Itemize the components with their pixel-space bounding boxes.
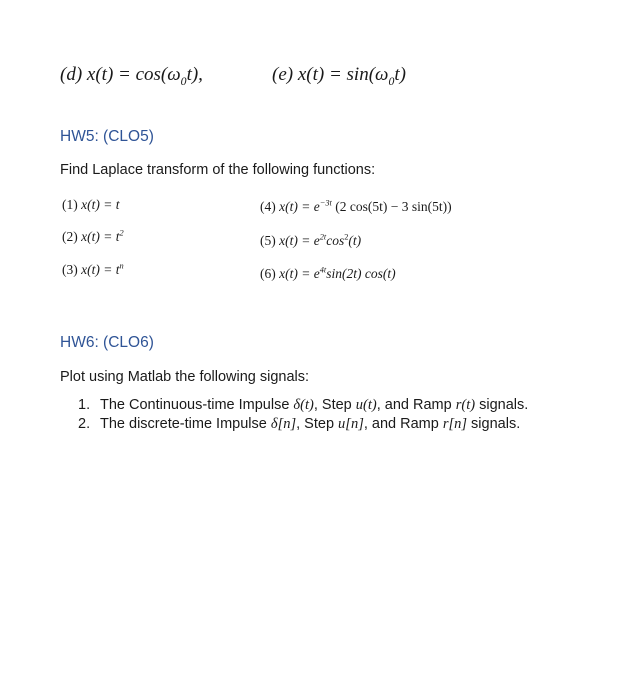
f6-num: (6) [260, 266, 276, 281]
formula-d-sub: 0 [180, 74, 187, 88]
item1-b: , Step [313, 397, 356, 413]
item2-b: , Step [296, 416, 339, 432]
f6-sup: 4t [319, 265, 327, 275]
item2-m2: u[n] [338, 416, 364, 432]
formula-e-label: (e) [272, 64, 294, 85]
f5-base: x(t) = e [279, 233, 320, 248]
f2-num: (2) [62, 229, 78, 244]
item2-d: signals. [467, 416, 521, 432]
f4-base: x(t) = e [279, 199, 320, 214]
f6-rest: sin(2t) cos(t) [326, 266, 396, 281]
hw5-function-3 [62, 262, 124, 278]
formula-e [272, 64, 406, 86]
hw5-function-1 [62, 197, 119, 213]
hw5-function-5 [260, 233, 361, 249]
f2-sup: 2 [119, 228, 124, 238]
f3-num: (3) [62, 262, 78, 277]
formula-e-lhs: x(t) = sin(ω [297, 64, 389, 85]
hw6-instruction: Plot using Matlab the following signals: [60, 369, 310, 385]
formula-d [60, 64, 203, 86]
f5-sup2: 2 [344, 232, 349, 242]
item1-d: signals. [475, 397, 529, 413]
f1-base: x(t) = t [81, 197, 120, 212]
formula-e-sub: 0 [388, 74, 395, 88]
item1-a: The Continuous-time Impulse [100, 397, 294, 413]
item1-c: , and Ramp [376, 397, 456, 413]
hw5-function-4 [260, 199, 452, 215]
f2-base: x(t) = t [81, 229, 120, 244]
item2-m1: δ[n] [270, 416, 297, 432]
hw6-list-item-1 [78, 397, 528, 414]
item1-m3: r(t) [455, 397, 476, 413]
item1-m1: δ(t) [293, 397, 314, 413]
formula-d-lhs: x(t) = cos(ω [86, 64, 181, 85]
formula-d-label: (d) [60, 64, 83, 85]
item1-m2: u(t) [355, 397, 377, 413]
hw6-list-item-2 [78, 416, 520, 433]
f5-rest: (t) [348, 233, 362, 248]
item1-num: 1. [78, 397, 91, 413]
f3-sup: n [119, 261, 124, 271]
hw5-function-6 [260, 266, 396, 282]
hw5-function-2 [62, 229, 124, 245]
hw5-heading: HW5: (CLO5) [60, 128, 154, 145]
f5-num: (5) [260, 233, 276, 248]
item2-a: The discrete-time Impulse [100, 416, 271, 432]
f3-base: x(t) = t [81, 262, 120, 277]
f4-sup: −3t [319, 198, 332, 208]
item2-num: 2. [78, 416, 91, 432]
f4-rest: (2 cos(5t) − 3 sin(5t)) [331, 199, 452, 214]
hw5-instruction: Find Laplace transform of the following functions: [60, 162, 376, 178]
item2-c: , and Ramp [363, 416, 443, 432]
formula-e-rhs: t) [394, 64, 406, 85]
f5-sup: 2t [319, 232, 327, 242]
item2-m3: r[n] [442, 416, 468, 432]
f6-base: x(t) = e [279, 266, 320, 281]
f1-num: (1) [62, 197, 78, 212]
f4-num: (4) [260, 199, 276, 214]
hw6-heading: HW6: (CLO6) [60, 334, 154, 351]
f5-mid: cos [326, 233, 345, 248]
formula-d-rhs: t), [186, 64, 203, 85]
